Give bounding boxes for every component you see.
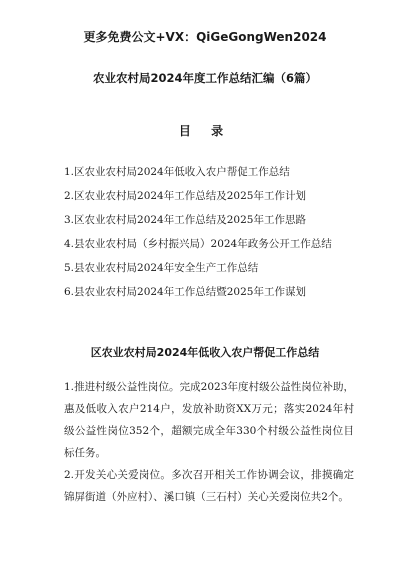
- toc-item: 2.区农业农村局2024年工作总结及2025年工作计划: [64, 190, 306, 202]
- promo-header: 更多免费公文+VX：QiGeGongWen2024: [83, 30, 327, 44]
- toc-item: 5.县农业农村局2024年安全生产工作总结: [64, 262, 259, 274]
- body-paragraph: 2.开发关心关爱岗位。多次召开相关工作协调会议，排摸确定锦屏街道（外应村）、溪口镇（三石村）关心关爱岗位共2个。: [64, 469, 354, 503]
- toc-item: 3.区农业农村局2024年工作总结及2025年工作思路: [64, 214, 306, 226]
- document-title: 农业农村局2024年度工作总结汇编（6篇）: [92, 71, 317, 85]
- toc-heading: 目 录: [178, 124, 232, 138]
- table-of-contents: [64, 160, 354, 304]
- toc-item: 6.县农业农村局2024年工作总结暨2025年工作谋划: [64, 286, 306, 298]
- toc-item: 1.区农业农村局2024年低收入农户帮促工作总结: [64, 166, 290, 178]
- toc-item: 4.县农业农村局（乡村振兴局）2024年政务公开工作总结: [64, 238, 332, 250]
- section-title: 区农业农村局2024年低收入农户帮促工作总结: [90, 346, 320, 359]
- body-paragraph: 1.推进村级公益性岗位。完成2023年度村级公益性岗位补助，惠及低收入农户214户，发放补助资XX万元；落实2024年村级公益性岗位352个，超额完成全年330个村级公益性岗位目标任务。: [64, 381, 354, 459]
